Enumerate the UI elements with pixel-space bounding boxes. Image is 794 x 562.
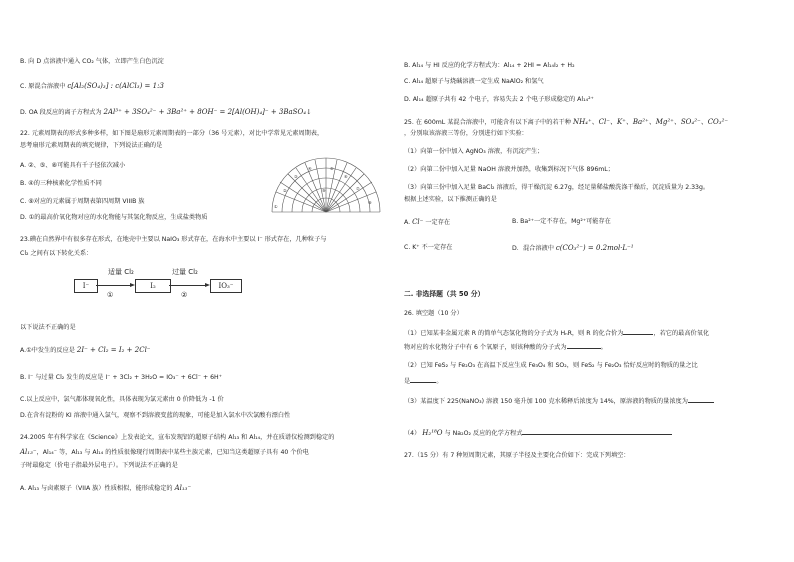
q25-stem-line1 [404, 118, 728, 127]
flow-box-iodate: IO₃⁻ [210, 279, 242, 293]
q22-option-d: D. ①的最高价氧化物对应的水化物能与其氢化物反应，生成盐类物质 [20, 214, 208, 221]
q26-part4-formula: H₂¹⁸O [422, 429, 443, 437]
q23-stem-line2: Cl₂ 之间有以下转化关系： [20, 250, 93, 257]
flow-box-iodide: I⁻ [74, 279, 98, 293]
q25-step1: （1）向第一份中加入 AgNO₃ 溶液，有沉淀产生； [404, 148, 544, 155]
q26-part2-text-b: 是 [404, 378, 411, 385]
svg-text:⑤: ⑤ [330, 166, 334, 171]
q24-stem-line1: 24.2005 年有科学家在《Science》上发表论文，宣布发现铝的超原子结构 Al₁₃ 和 Al₁₄，并在质谱仪检测到稳定的 [20, 434, 335, 441]
section-2-heading: 二. 非选择题（共 50 分） [404, 290, 485, 298]
flow-arrow2-step: ② [181, 291, 188, 299]
fan-periodic-table-figure [268, 148, 384, 216]
q26-part2-line2 [404, 376, 442, 386]
svg-text:②: ② [283, 188, 287, 193]
q23-option-b [20, 374, 222, 382]
svg-text:①: ① [274, 204, 278, 209]
q24-option-c: C. Al₁₄ 超原子与烧碱溶液一定生成 NaAlO₂ 和氢气 [404, 78, 544, 85]
q26-heading: 26. 填空题（10 分） [404, 310, 463, 317]
q25-ion-list: NH₄⁺、Cl⁻、K⁺、Ba²⁺、Mg²⁺、SO₄²⁻、CO₃²⁻ [572, 118, 729, 126]
q22-option-c: C. ⑨对应的元素属于周期表第四周期 VIIIB 族 [20, 198, 145, 205]
svg-text:④: ④ [308, 166, 312, 171]
q24-stem-line3: 子时最稳定（价电子指最外层电子）。下列说法不正确的是 [20, 462, 178, 469]
q26-part2-blank[interactable] [410, 376, 436, 383]
svg-text:⑦: ⑦ [356, 186, 360, 191]
q22-stem-line1: 22. 元素周期表的形式多种多样，如下图是扇形元素周期表的一部分（36 号元素），对比中学常见元素周期表， [20, 130, 324, 137]
q22-option-b: B. ④的三种核素化学性质不同 [20, 180, 102, 187]
q25-option-a-label: A. [404, 219, 411, 226]
q21-option-d-label: D. OA 段反应的离子方程式为 [20, 109, 102, 116]
q23-option-a-formula: 2I⁻ + Cl₂ = I₂ + 2Cl⁻ [76, 346, 151, 354]
q22-stem-line2: 思考扇形元素周期表的填充规律，下列说法正确的是 [20, 142, 163, 149]
q21-option-d [20, 108, 312, 117]
q23-option-d: D.在含有淀粉的 KI 溶液中通入氯气，观察不到溶液变蓝的现象，可能是加入氯水中次氯酸有漂白性 [20, 412, 291, 419]
q26-part1-line1 [404, 328, 709, 338]
q26-part1-blank1[interactable] [623, 328, 653, 335]
q25-option-d-label: D．混合溶液中 [512, 245, 554, 252]
q21-option-c [20, 82, 164, 91]
q25-option-c: C. K⁺ 不一定存在 [404, 244, 453, 251]
q23-option-a [20, 346, 151, 355]
q26-part2-line1: （2）已知 FeS₂ 与 Fe₂O₃ 在高温下反应生成 Fe₃O₄ 和 SO₂，则 FeS₂ 与 Fe₂O₃ 恰好反应时的物质的量之比 [404, 362, 698, 369]
q21-option-b: B. 向 D 点溶液中通入 CO₂ 气体，立即产生白色沉淀 [20, 58, 164, 65]
flow-arrow1-step: ① [107, 291, 114, 299]
q25-option-a-ion: Cl⁻ [412, 218, 424, 226]
svg-text:③: ③ [294, 174, 298, 179]
q25-option-d-formula: c(CO₃²⁻) = 0.2mol·L⁻¹ [555, 244, 634, 252]
flow-arrow1-line [96, 285, 130, 286]
q25-option-a [404, 218, 450, 227]
q23-option-b-label: B. I⁻ 与过量 Cl₂ 发生的反应是 [20, 374, 104, 381]
q25-step3-line2: 根据上述实验，以下推测正确的是 [404, 196, 497, 203]
svg-text:⑥: ⑥ [344, 174, 348, 179]
q26-part3 [404, 396, 714, 406]
q26-part1-text-c: 物对应的水化物分子中有 6 个氧原子，则该种酸的分子式为 [404, 344, 567, 351]
q24-option-a [20, 484, 191, 493]
q24-stem-line2-text: ，Al₁₄⁻ 等，Al₁₃ 与 Al₁₄ 的性质很像现行周期表中某些主族元素，已知当这类超原子具有 40 个价电 [36, 449, 309, 456]
q26-part4 [404, 428, 672, 438]
q24-option-d: D. Al₁₄ 超原子共有 42 个电子，容易失去 2 个电子形成稳定的 Al₁₄²⁺ [404, 96, 594, 103]
q23-option-b-formula: I⁻ + 3Cl₂ + 3H₂O = IO₃⁻ + 6Cl⁻ + 6H⁺ [105, 374, 222, 381]
svg-text:⑧: ⑧ [368, 200, 372, 205]
q25-step3-line1: （3）向第三份中加入足量 BaCl₂ 溶液后，得干燥沉淀 6.27g，经足量稀盐酸洗涤干燥后，沉淀质量为 2.33g。 [404, 184, 710, 191]
q25-option-b: B. Ba²⁺一定不存在，Mg²⁺可能存在 [512, 218, 611, 225]
q25-option-d [512, 244, 634, 253]
q26-part4-text: 与 Na₂O₂ 反应的化学方程式 [444, 430, 523, 437]
q24-option-a-label: A. Al₁₃ 与卤素原子（VIIA 族）性质相似，能形成稳定的 [20, 485, 173, 492]
q23-option-c: C.以上反应中，氯气都体现氧化性，具体表现为氯元素由 0 价降低为 -1 价 [20, 396, 224, 403]
flow-arrow1-reagent: 适量 Cl₂ [108, 268, 134, 276]
q24-stem-line2 [20, 448, 309, 457]
q21-option-c-label: C. 原混合溶液中 [20, 83, 66, 90]
flow-box-iodine: I₂ [135, 279, 171, 293]
q23-question: 以下说法不正确的是 [20, 324, 76, 331]
q24-option-b: B. Al₁₄ 与 HI 反应的化学方程式为：Al₁₄ + 2HI = Al₁₄I₂ + H₂ [404, 62, 575, 69]
q26-part3-blank[interactable] [688, 396, 714, 403]
q24-stem-formula: Al₁₃⁻ [20, 448, 37, 456]
q21-option-c-formula: c[Al₂(SO₄)₃] : c(AlCl₃) = 1:3 [67, 82, 164, 90]
q26-part4-label: （4） [404, 430, 421, 437]
q25-stem-line2: ，分别取该溶液三等份，分别进行如下实验： [404, 130, 528, 137]
q26-part1-text-b: ，若它的最高价氧化 [653, 330, 710, 337]
q25-option-a-text: 一定存在 [425, 219, 451, 226]
q26-part4-blank[interactable] [522, 428, 672, 435]
q26-part2-text-c: 。 [436, 378, 443, 385]
q23-option-a-label: A.①中发生的反应是 [20, 347, 75, 354]
q23-stem-line1: 23.碘在自然界中有很多存在形式，在地壳中主要以 NaIO₃ 形式存在，在海水中主要以 I⁻ 形式存在，几种粒子与 [20, 236, 327, 243]
q25-stem-label: 25. 在 600mL 某混合溶液中，可能含有以下离子中的若干种 [404, 119, 571, 126]
q26-part1-text-a: （1）已知某非金属元素 R 的简单气态氢化物的分子式为 HₙR，则 R 的化合价为 [404, 330, 624, 337]
q26-part3-text: （3）某温度下 225(NaNO₃) 溶液 150 毫升加 100 克水稀释后浓度为 14%，原溶液的物质的量浓度为 [404, 398, 688, 405]
q21-option-d-formula: 2Al³⁺ + 3SO₄²⁻ + 3Ba²⁺ + 8OH⁻ = 2[Al(OH)₄]⁻ + 3BaSO₄↓ [103, 108, 312, 116]
q26-part1-text-d: 。 [600, 344, 607, 351]
q22-option-a: A. ②、⑤、⑧可能具有千子径依次减小 [20, 162, 126, 169]
svg-text:⑨: ⑨ [322, 188, 326, 193]
q26-part1-line2 [404, 342, 607, 352]
q27-stem: 27.（15 分）有 7 种短周期元素，其原子半径及主要化合价如下：完成下列填空： [404, 452, 630, 459]
flow-arrow2-line [169, 285, 205, 286]
q24-option-a-formula: Al₁₃⁻ [174, 484, 192, 492]
q25-step2: （2）向第二份中加入足量 NaOH 溶液并加热，收集到标况下气体 896mL； [404, 166, 614, 173]
q26-part1-blank2[interactable] [567, 342, 601, 349]
flow-arrow2-reagent: 过量 Cl₂ [172, 268, 198, 276]
